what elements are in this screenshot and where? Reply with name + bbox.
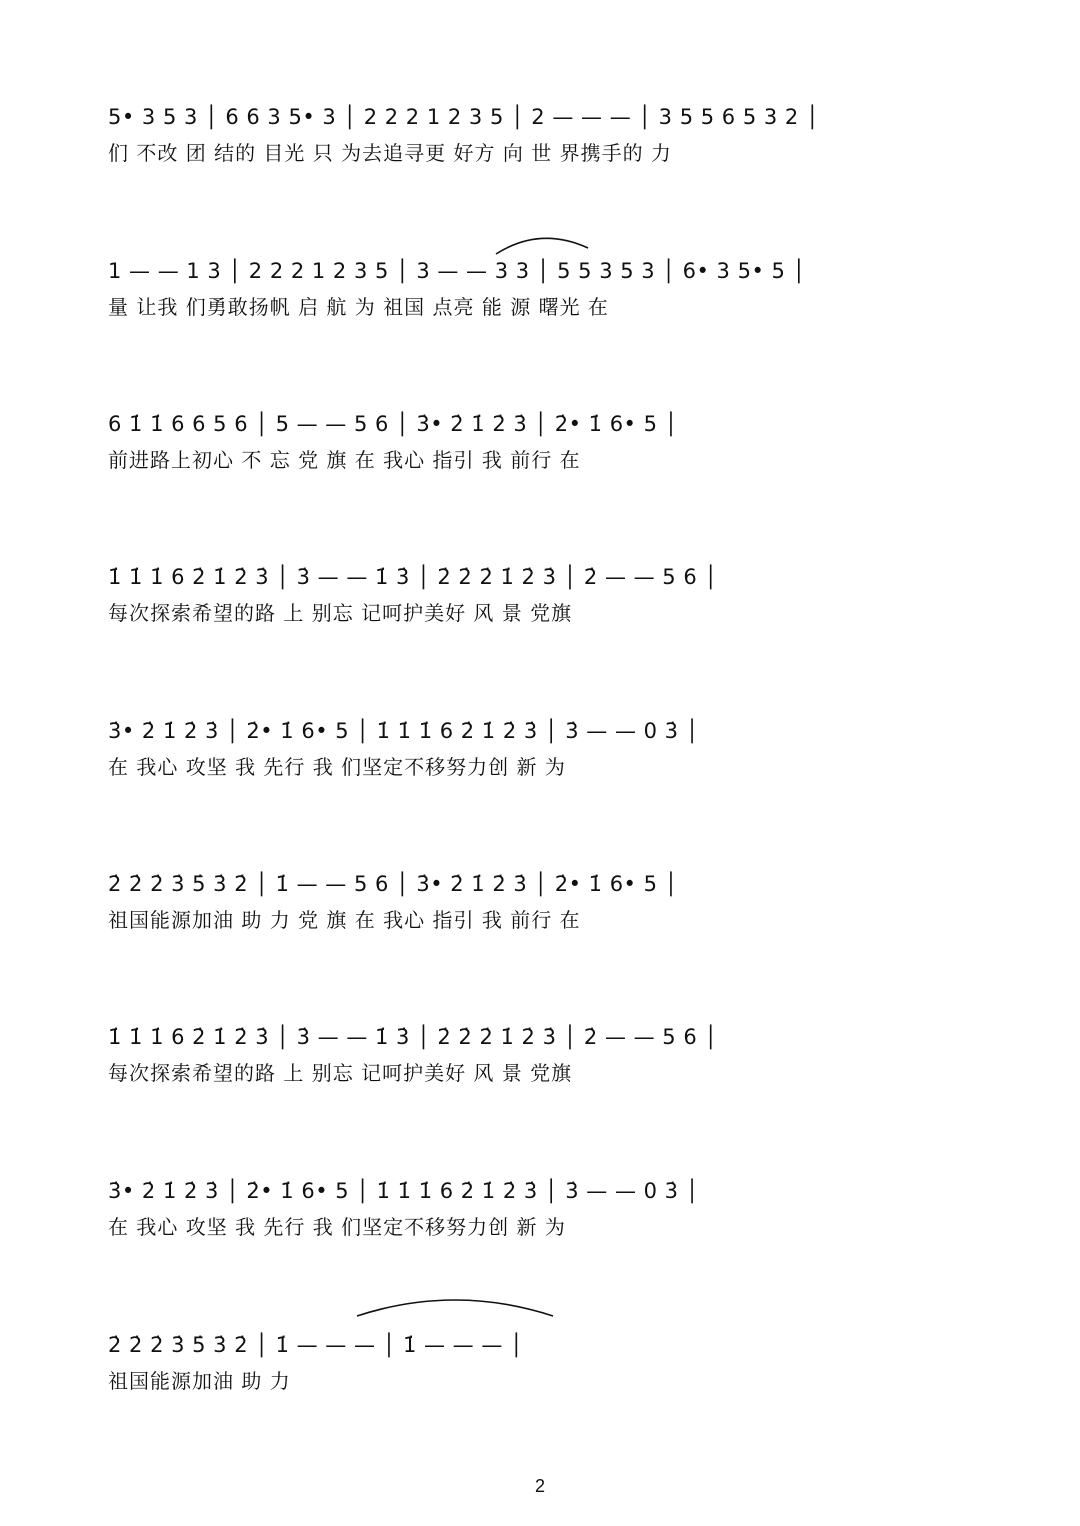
- slur-tie: [357, 1300, 553, 1316]
- notation-line-3: 6 1̇ 1̇ 6 6 5 6 │ 5 — — 5 6 │ 3̇• 2̇ 1̇ 2̇ 3̇ │ 2̇• 1̇ 6• 5 │: [108, 412, 678, 436]
- notation-line-8: 3̇• 2̇ 1̇ 2̇ 3̇ │ 2̇• 1̇ 6• 5 │ 1̇ 1̇ 1̇ 6 2̇ 1̇ 2̇ 3̇ │ 3̇ — — 0 3̇ │: [108, 1179, 699, 1203]
- lyrics-line-8: 在 我心 攻坚 我 先行 我 们坚定不移努力创 新 为: [108, 1215, 566, 1239]
- notation-line-5: 3̇• 2̇ 1̇ 2̇ 3̇ │ 2̇• 1̇ 6• 5 │ 1̇ 1̇ 1̇ 6 2̇ 1̇ 2̇ 3̇ │ 3̇ — — 0 3̇ │: [108, 719, 699, 743]
- lyrics-line-7: 每次探索希望的路 上 别忘 记呵护美好 风 景 党旗: [108, 1061, 573, 1085]
- lyrics-line-2: 量 让我 们勇敢扬帆 启 航 为 祖国 点亮 能 源 曙光 在: [108, 295, 609, 319]
- notation-line-7: 1̇ 1̇ 1̇ 6 2̇ 1̇ 2̇ 3̇ │ 3̇ — — 1̇ 3̇ │ 2̇ 2̇ 2̇ 1̇ 2̇ 3̇ │ 2̇ — — 5 6 │: [108, 1025, 718, 1049]
- notation-line-2: 1 — — 1 3 │ 2 2 2 1 2 3 5 │ 3 — — 3 3 │ 5 5 3 5 3 │ 6• 3 5• 5 │: [108, 259, 806, 283]
- notation-line-4: 1̇ 1̇ 1̇ 6 2̇ 1̇ 2̇ 3̇ │ 3̇ — — 1̇ 3̇ │ 2̇ 2̇ 2̇ 1̇ 2̇ 3̇ │ 2̇ — — 5 6 │: [108, 565, 718, 589]
- notation-line-9: 2̇ 2̇ 2̇ 3̇ 5̇ 3̇ 2̇ │ 1̇ — — — │ 1̇ — — — │: [108, 1333, 524, 1357]
- lyrics-line-1: 们 不改 团 结的 目光 只 为去追寻更 好方 向 世 界携手的 力: [108, 141, 672, 165]
- lyrics-line-3: 前进路上初心 不 忘 党 旗 在 我心 指引 我 前行 在: [108, 448, 581, 472]
- slur-tie: [496, 238, 588, 254]
- lyrics-line-4: 每次探索希望的路 上 别忘 记呵护美好 风 景 党旗: [108, 601, 573, 625]
- notation-line-1: 5• 3 5 3 │ 6 6 3 5• 3 │ 2 2 2 1 2 3 5 │ 2 — — — │ 3 5 5 6 5 3 2 │: [108, 105, 820, 129]
- lyrics-line-6: 祖国能源加油 助 力 党 旗 在 我心 指引 我 前行 在: [108, 908, 581, 932]
- lyrics-line-9: 祖国能源加油 助 力: [108, 1369, 291, 1393]
- notation-line-6: 2̇ 2̇ 2̇ 3̇ 5̇ 3̇ 2̇ │ 1̇ — — 5 6 │ 3̇• 2̇ 1̇ 2̇ 3̇ │ 2̇• 1̇ 6• 5 │: [108, 872, 678, 896]
- page-number: 2: [534, 1476, 545, 1496]
- lyrics-line-5: 在 我心 攻坚 我 先行 我 们坚定不移努力创 新 为: [108, 755, 566, 779]
